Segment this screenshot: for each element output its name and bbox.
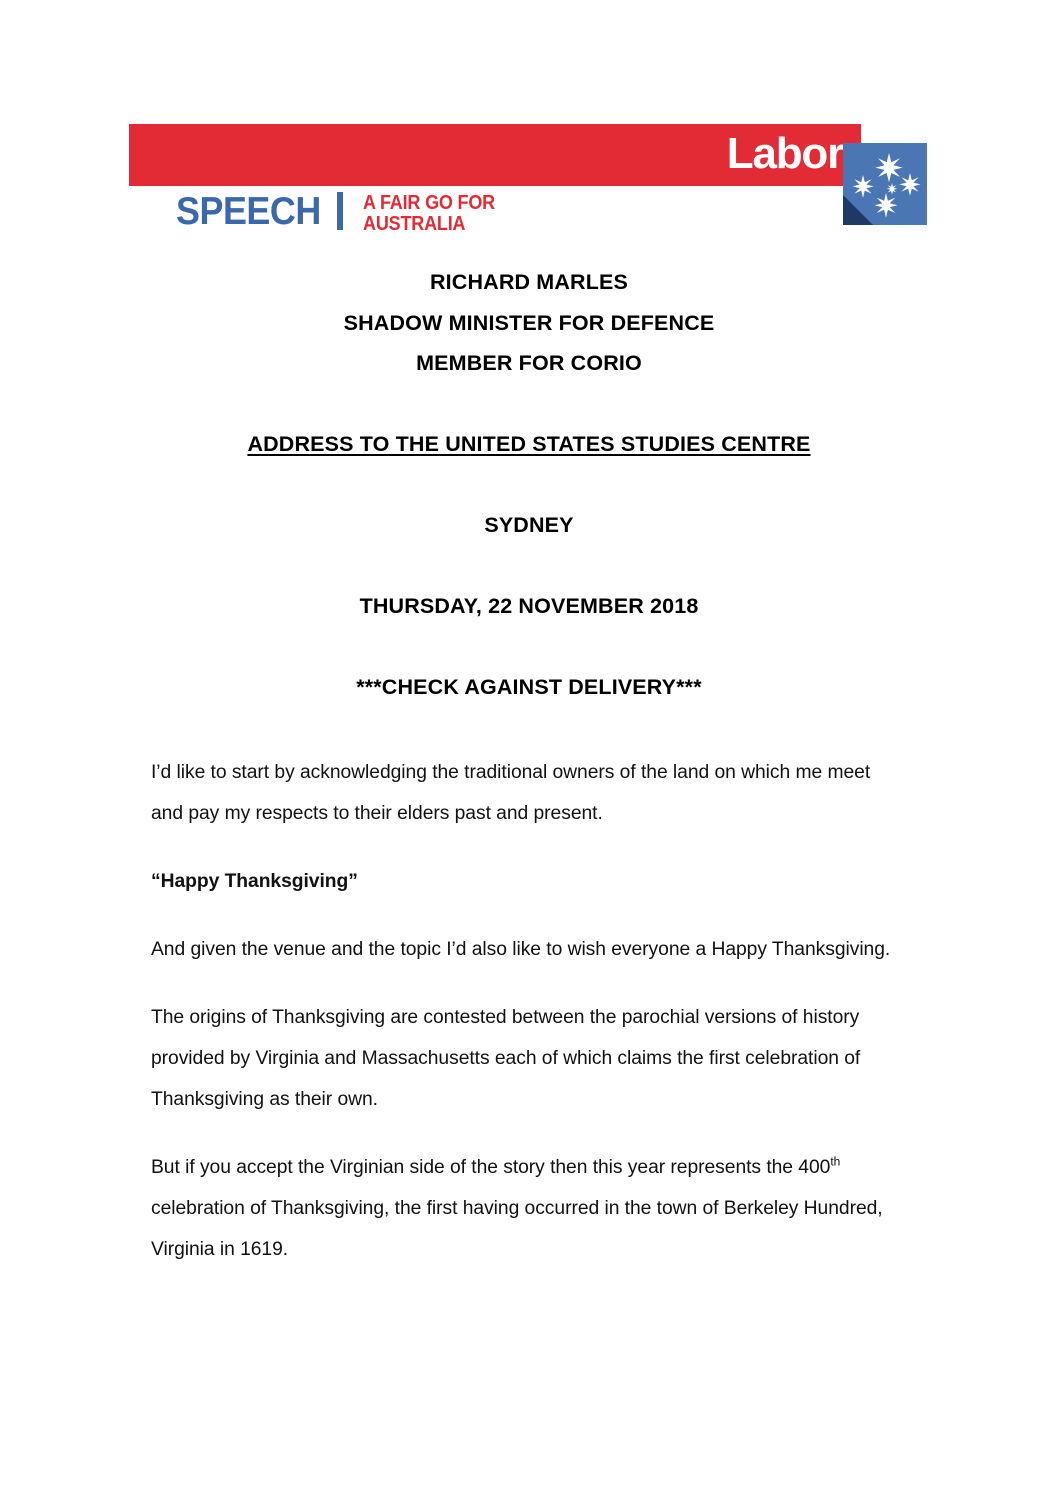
event-date: THURSDAY, 22 NOVEMBER 2018 <box>359 594 699 618</box>
title-spacer-4 <box>129 627 929 668</box>
paragraph-virginian-before: But if you accept the Virginian side of the story then this year represents the 400 <box>151 1157 831 1178</box>
title-spacer-2 <box>129 465 929 506</box>
paragraph-virginian-after: celebration of Thanksgiving, the first having occurred in the town of Berkeley Hundred, Virginia in 1619. <box>151 1198 883 1260</box>
ordinal-suffix: th <box>830 1154 841 1169</box>
title-spacer-3 <box>129 546 929 587</box>
labor-wordmark: Labor <box>726 129 843 179</box>
paragraph-acknowledgement: I’d like to start by acknowledging the traditional owners of the land on which me meet and pay my respects to their elders past and present. <box>151 762 871 824</box>
paragraph-heading-happy-thanksgiving: “Happy Thanksgiving” <box>151 871 358 892</box>
title-block <box>129 262 929 708</box>
letterhead <box>129 124 929 240</box>
speech-label: SPEECH <box>176 190 321 233</box>
red-banner-bar <box>129 124 861 186</box>
speaker-electorate: MEMBER FOR CORIO <box>416 351 642 375</box>
lockup-divider <box>337 192 343 230</box>
delivery-disclaimer: ***CHECK AGAINST DELIVERY*** <box>356 675 702 699</box>
title-spacer-1 <box>129 384 929 425</box>
southern-cross-flag-icon <box>843 143 927 225</box>
speech-lockup <box>176 192 510 238</box>
speaker-role: SHADOW MINISTER FOR DEFENCE <box>343 310 715 335</box>
speech-body <box>151 752 907 1297</box>
tagline-line-1: A FAIR GO FOR <box>363 192 496 214</box>
event-title: ADDRESS TO THE UNITED STATES STUDIES CENTRE <box>247 432 811 456</box>
paragraph-virginian-side <box>151 1147 907 1270</box>
speaker-name: RICHARD MARLES <box>430 270 628 294</box>
tagline-line-2: AUSTRALIA <box>363 213 466 235</box>
tagline <box>363 192 495 235</box>
paragraph-venue-topic: And given the venue and the topic I’d also like to wish everyone a Happy Thanksgiving. <box>151 939 891 960</box>
event-location: SYDNEY <box>484 513 574 537</box>
paragraph-origins: The origins of Thanksgiving are contested between the parochial versions of history provided by Virginia and Massachusetts each of which claims the first celebration of Thanksgiving as their own. <box>151 1007 861 1110</box>
